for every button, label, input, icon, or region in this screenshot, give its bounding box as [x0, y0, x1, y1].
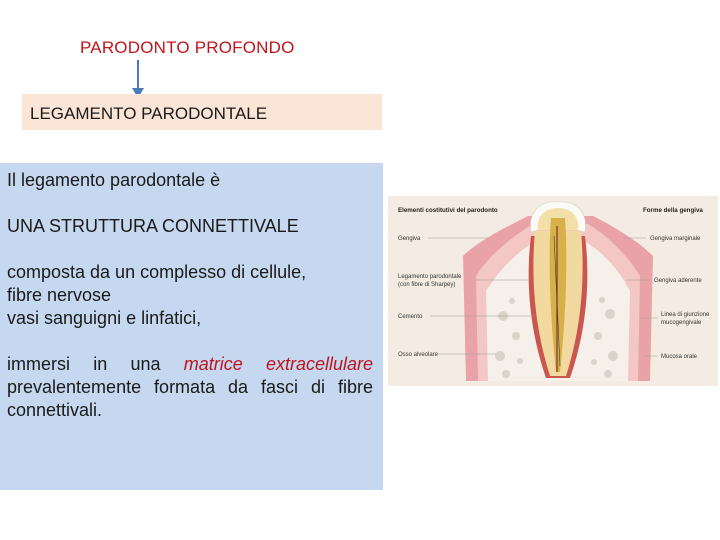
label-legamento: Legamento parodontale	[398, 274, 462, 280]
matrix-pre-text: immersi in una	[7, 354, 184, 374]
intro-line: Il legamento parodontale è	[7, 170, 221, 190]
composition-line-2: fibre nervose	[7, 285, 112, 305]
matrix-paragraph	[7, 353, 373, 422]
matrix-post-text: prevalentemente formata da fasci di fibre connettivali.	[7, 377, 373, 420]
composition-line-1: composta da un complesso di cellule,	[7, 262, 307, 282]
figure-right-header: Forme della gengiva	[643, 207, 703, 214]
label-gengiva-marginale: Gengiva marginale	[650, 236, 701, 242]
label-mucogengivale: mucogengivale	[661, 320, 702, 326]
label-osso: Osso alveolare	[398, 352, 439, 358]
composition-paragraph	[7, 261, 373, 330]
figure-left-header: Elementi costitutivi del parodonto	[398, 207, 498, 214]
label-sharpey: (con fibre di Sharpey)	[398, 282, 456, 288]
label-cemento: Cemento	[398, 314, 423, 320]
label-gengiva: Gengiva	[398, 236, 421, 242]
label-mucosa-orale: Mucosa orale	[661, 354, 698, 360]
slide-title: PARODONTO PROFONDO	[80, 38, 295, 57]
structure-line: UNA STRUTTURA CONNETTIVALE	[7, 216, 299, 236]
description-box	[0, 163, 383, 490]
composition-line-3: vasi sanguigni e linfatici,	[7, 308, 202, 328]
label-linea-giunzione: Linea di giunzione	[661, 312, 710, 318]
subtitle-box: LEGAMENTO PARODONTALE	[22, 94, 382, 130]
periodontium-diagram	[388, 196, 718, 386]
label-gengiva-aderente: Gengiva aderente	[654, 278, 702, 284]
tooth-illustration	[388, 196, 718, 386]
matrix-emphasis: matrice extracellulare	[183, 354, 374, 374]
